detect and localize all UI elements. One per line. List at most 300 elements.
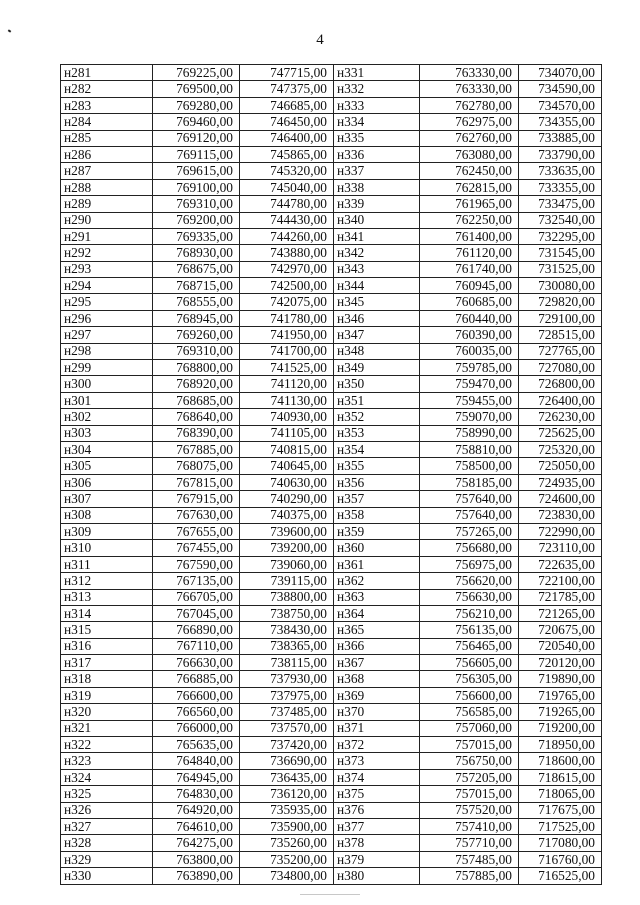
y-coordinate-left: 739600,00 (240, 523, 334, 539)
y-coordinate-left: 738800,00 (240, 589, 334, 605)
point-id-left: н328 (61, 835, 153, 851)
x-coordinate-left: 768640,00 (153, 409, 240, 425)
x-coordinate-left: 767885,00 (153, 441, 240, 457)
table-row (61, 425, 602, 441)
y-coordinate-left: 739060,00 (240, 556, 334, 572)
table-row (61, 278, 602, 294)
y-coordinate-right: 732295,00 (519, 228, 602, 244)
x-coordinate-left: 766630,00 (153, 655, 240, 671)
x-coordinate-left: 769100,00 (153, 179, 240, 195)
point-id-right: н341 (334, 228, 420, 244)
table-row (61, 81, 602, 97)
x-coordinate-right: 757060,00 (420, 720, 519, 736)
point-id-left: н299 (61, 360, 153, 376)
y-coordinate-right: 726230,00 (519, 409, 602, 425)
point-id-left: н315 (61, 622, 153, 638)
y-coordinate-left: 737930,00 (240, 671, 334, 687)
table-row (61, 212, 602, 228)
x-coordinate-right: 756605,00 (420, 655, 519, 671)
point-id-right: н377 (334, 818, 420, 834)
point-id-right: н372 (334, 737, 420, 753)
table-row (61, 360, 602, 376)
table-row (61, 327, 602, 343)
x-coordinate-right: 757410,00 (420, 818, 519, 834)
x-coordinate-right: 757710,00 (420, 835, 519, 851)
y-coordinate-right: 734570,00 (519, 97, 602, 113)
x-coordinate-left: 767630,00 (153, 507, 240, 523)
y-coordinate-right: 718615,00 (519, 769, 602, 785)
table-row (61, 573, 602, 589)
x-coordinate-left: 763890,00 (153, 868, 240, 884)
x-coordinate-right: 757640,00 (420, 507, 519, 523)
y-coordinate-right: 719890,00 (519, 671, 602, 687)
x-coordinate-left: 769260,00 (153, 327, 240, 343)
y-coordinate-left: 745865,00 (240, 146, 334, 162)
y-coordinate-right: 720120,00 (519, 655, 602, 671)
y-coordinate-left: 746450,00 (240, 114, 334, 130)
point-id-right: н375 (334, 786, 420, 802)
point-id-left: н325 (61, 786, 153, 802)
point-id-right: н346 (334, 310, 420, 326)
x-coordinate-left: 766885,00 (153, 671, 240, 687)
table-row (61, 228, 602, 244)
table-row (61, 196, 602, 212)
point-id-left: н294 (61, 278, 153, 294)
point-id-left: н286 (61, 146, 153, 162)
x-coordinate-right: 759785,00 (420, 360, 519, 376)
point-id-left: н317 (61, 655, 153, 671)
x-coordinate-right: 762815,00 (420, 179, 519, 195)
y-coordinate-left: 745040,00 (240, 179, 334, 195)
point-id-left: н314 (61, 605, 153, 621)
y-coordinate-left: 741700,00 (240, 343, 334, 359)
table-row (61, 802, 602, 818)
table-row (61, 245, 602, 261)
point-id-left: н307 (61, 491, 153, 507)
table-row (61, 130, 602, 146)
point-id-right: н355 (334, 458, 420, 474)
y-coordinate-left: 747715,00 (240, 65, 334, 81)
y-coordinate-right: 726400,00 (519, 392, 602, 408)
point-id-right: н333 (334, 97, 420, 113)
point-id-left: н303 (61, 425, 153, 441)
x-coordinate-right: 762760,00 (420, 130, 519, 146)
y-coordinate-right: 725320,00 (519, 441, 602, 457)
table-row (61, 868, 602, 884)
point-id-right: н358 (334, 507, 420, 523)
y-coordinate-right: 734070,00 (519, 65, 602, 81)
point-id-left: н324 (61, 769, 153, 785)
point-id-left: н327 (61, 818, 153, 834)
point-id-right: н331 (334, 65, 420, 81)
y-coordinate-left: 735260,00 (240, 835, 334, 851)
table-row (61, 163, 602, 179)
y-coordinate-right: 733355,00 (519, 179, 602, 195)
point-id-left: н309 (61, 523, 153, 539)
x-coordinate-right: 756620,00 (420, 573, 519, 589)
table-row (61, 474, 602, 490)
table-row (61, 458, 602, 474)
table-row (61, 540, 602, 556)
point-id-right: н361 (334, 556, 420, 572)
point-id-right: н368 (334, 671, 420, 687)
y-coordinate-right: 733885,00 (519, 130, 602, 146)
y-coordinate-right: 733635,00 (519, 163, 602, 179)
point-id-right: н336 (334, 146, 420, 162)
point-id-left: н329 (61, 851, 153, 867)
table-row (61, 376, 602, 392)
y-coordinate-right: 722635,00 (519, 556, 602, 572)
x-coordinate-left: 769115,00 (153, 146, 240, 162)
table-row (61, 605, 602, 621)
point-id-right: н362 (334, 573, 420, 589)
point-id-left: н300 (61, 376, 153, 392)
y-coordinate-left: 744260,00 (240, 228, 334, 244)
y-coordinate-right: 728515,00 (519, 327, 602, 343)
x-coordinate-left: 769335,00 (153, 228, 240, 244)
y-coordinate-left: 737570,00 (240, 720, 334, 736)
point-id-left: н312 (61, 573, 153, 589)
y-coordinate-left: 742075,00 (240, 294, 334, 310)
y-coordinate-right: 733475,00 (519, 196, 602, 212)
x-coordinate-left: 764275,00 (153, 835, 240, 851)
point-id-left: н326 (61, 802, 153, 818)
x-coordinate-right: 758500,00 (420, 458, 519, 474)
y-coordinate-right: 729100,00 (519, 310, 602, 326)
x-coordinate-right: 756135,00 (420, 622, 519, 638)
point-id-right: н367 (334, 655, 420, 671)
point-id-right: н352 (334, 409, 420, 425)
scan-artifact-line (300, 894, 360, 895)
point-id-left: н292 (61, 245, 153, 261)
coordinates-table (60, 64, 602, 885)
x-coordinate-left: 769120,00 (153, 130, 240, 146)
point-id-right: н363 (334, 589, 420, 605)
table-row (61, 655, 602, 671)
y-coordinate-left: 735900,00 (240, 818, 334, 834)
table-row (61, 720, 602, 736)
point-id-right: н338 (334, 179, 420, 195)
y-coordinate-right: 722100,00 (519, 573, 602, 589)
y-coordinate-left: 746685,00 (240, 97, 334, 113)
y-coordinate-left: 736120,00 (240, 786, 334, 802)
y-coordinate-left: 747375,00 (240, 81, 334, 97)
point-id-left: н322 (61, 737, 153, 753)
x-coordinate-right: 758990,00 (420, 425, 519, 441)
point-id-left: н302 (61, 409, 153, 425)
point-id-left: н305 (61, 458, 153, 474)
y-coordinate-right: 718600,00 (519, 753, 602, 769)
y-coordinate-right: 721265,00 (519, 605, 602, 621)
y-coordinate-right: 716760,00 (519, 851, 602, 867)
y-coordinate-left: 737420,00 (240, 737, 334, 753)
point-id-right: н371 (334, 720, 420, 736)
point-id-right: н366 (334, 638, 420, 654)
y-coordinate-left: 740930,00 (240, 409, 334, 425)
table-row (61, 671, 602, 687)
point-id-left: н301 (61, 392, 153, 408)
point-id-left: н288 (61, 179, 153, 195)
table-row (61, 638, 602, 654)
point-id-right: н374 (334, 769, 420, 785)
y-coordinate-right: 719200,00 (519, 720, 602, 736)
point-id-right: н357 (334, 491, 420, 507)
table-row (61, 786, 602, 802)
point-id-right: н345 (334, 294, 420, 310)
y-coordinate-right: 723110,00 (519, 540, 602, 556)
point-id-left: н308 (61, 507, 153, 523)
x-coordinate-left: 764920,00 (153, 802, 240, 818)
point-id-right: н335 (334, 130, 420, 146)
x-coordinate-right: 756600,00 (420, 687, 519, 703)
x-coordinate-right: 763330,00 (420, 81, 519, 97)
x-coordinate-right: 763080,00 (420, 146, 519, 162)
x-coordinate-right: 756630,00 (420, 589, 519, 605)
point-id-left: н319 (61, 687, 153, 703)
y-coordinate-left: 740290,00 (240, 491, 334, 507)
y-coordinate-right: 727080,00 (519, 360, 602, 376)
x-coordinate-left: 769225,00 (153, 65, 240, 81)
x-coordinate-right: 761740,00 (420, 261, 519, 277)
point-id-right: н340 (334, 212, 420, 228)
point-id-right: н348 (334, 343, 420, 359)
point-id-right: н342 (334, 245, 420, 261)
y-coordinate-right: 734355,00 (519, 114, 602, 130)
y-coordinate-left: 741120,00 (240, 376, 334, 392)
y-coordinate-left: 740645,00 (240, 458, 334, 474)
y-coordinate-left: 741105,00 (240, 425, 334, 441)
table-row (61, 261, 602, 277)
x-coordinate-left: 768800,00 (153, 360, 240, 376)
x-coordinate-right: 757885,00 (420, 868, 519, 884)
y-coordinate-right: 717080,00 (519, 835, 602, 851)
point-id-left: н318 (61, 671, 153, 687)
y-coordinate-left: 741130,00 (240, 392, 334, 408)
x-coordinate-left: 764945,00 (153, 769, 240, 785)
y-coordinate-right: 718065,00 (519, 786, 602, 802)
point-id-left: н298 (61, 343, 153, 359)
x-coordinate-right: 760390,00 (420, 327, 519, 343)
x-coordinate-right: 757640,00 (420, 491, 519, 507)
x-coordinate-left: 767110,00 (153, 638, 240, 654)
point-id-right: н332 (334, 81, 420, 97)
y-coordinate-left: 745320,00 (240, 163, 334, 179)
y-coordinate-left: 738430,00 (240, 622, 334, 638)
y-coordinate-right: 721785,00 (519, 589, 602, 605)
y-coordinate-right: 729820,00 (519, 294, 602, 310)
x-coordinate-right: 757485,00 (420, 851, 519, 867)
point-id-right: н344 (334, 278, 420, 294)
point-id-right: н353 (334, 425, 420, 441)
x-coordinate-left: 767045,00 (153, 605, 240, 621)
x-coordinate-right: 758810,00 (420, 441, 519, 457)
x-coordinate-right: 757015,00 (420, 786, 519, 802)
point-id-left: н306 (61, 474, 153, 490)
point-id-left: н290 (61, 212, 153, 228)
point-id-right: н337 (334, 163, 420, 179)
x-coordinate-left: 768075,00 (153, 458, 240, 474)
table-row (61, 114, 602, 130)
table-row (61, 409, 602, 425)
x-coordinate-right: 760440,00 (420, 310, 519, 326)
table-row (61, 769, 602, 785)
point-id-left: н323 (61, 753, 153, 769)
x-coordinate-left: 768920,00 (153, 376, 240, 392)
x-coordinate-left: 767590,00 (153, 556, 240, 572)
x-coordinate-right: 760945,00 (420, 278, 519, 294)
y-coordinate-right: 723830,00 (519, 507, 602, 523)
y-coordinate-right: 717525,00 (519, 818, 602, 834)
x-coordinate-left: 769615,00 (153, 163, 240, 179)
x-coordinate-right: 761965,00 (420, 196, 519, 212)
table-row (61, 851, 602, 867)
point-id-right: н359 (334, 523, 420, 539)
x-coordinate-right: 756750,00 (420, 753, 519, 769)
y-coordinate-right: 724935,00 (519, 474, 602, 490)
point-id-left: н311 (61, 556, 153, 572)
table-row (61, 589, 602, 605)
x-coordinate-left: 764610,00 (153, 818, 240, 834)
point-id-right: н373 (334, 753, 420, 769)
x-coordinate-left: 767135,00 (153, 573, 240, 589)
point-id-left: н321 (61, 720, 153, 736)
y-coordinate-right: 725050,00 (519, 458, 602, 474)
point-id-right: н379 (334, 851, 420, 867)
y-coordinate-right: 724600,00 (519, 491, 602, 507)
x-coordinate-left: 766890,00 (153, 622, 240, 638)
x-coordinate-left: 768685,00 (153, 392, 240, 408)
x-coordinate-left: 768715,00 (153, 278, 240, 294)
x-coordinate-left: 767455,00 (153, 540, 240, 556)
x-coordinate-right: 759470,00 (420, 376, 519, 392)
x-coordinate-right: 757265,00 (420, 523, 519, 539)
table-row (61, 835, 602, 851)
x-coordinate-right: 762780,00 (420, 97, 519, 113)
point-id-left: н330 (61, 868, 153, 884)
x-coordinate-left: 767915,00 (153, 491, 240, 507)
table-row (61, 97, 602, 113)
x-coordinate-left: 766000,00 (153, 720, 240, 736)
x-coordinate-left: 769310,00 (153, 343, 240, 359)
x-coordinate-left: 769500,00 (153, 81, 240, 97)
x-coordinate-right: 760685,00 (420, 294, 519, 310)
y-coordinate-right: 718950,00 (519, 737, 602, 753)
x-coordinate-right: 761120,00 (420, 245, 519, 261)
x-coordinate-left: 769460,00 (153, 114, 240, 130)
y-coordinate-right: 720675,00 (519, 622, 602, 638)
point-id-right: н347 (334, 327, 420, 343)
point-id-left: н285 (61, 130, 153, 146)
x-coordinate-right: 758185,00 (420, 474, 519, 490)
y-coordinate-left: 743880,00 (240, 245, 334, 261)
point-id-left: н296 (61, 310, 153, 326)
point-id-left: н295 (61, 294, 153, 310)
y-coordinate-left: 744430,00 (240, 212, 334, 228)
table-row (61, 294, 602, 310)
y-coordinate-left: 740815,00 (240, 441, 334, 457)
y-coordinate-left: 735935,00 (240, 802, 334, 818)
y-coordinate-right: 717675,00 (519, 802, 602, 818)
y-coordinate-right: 716525,00 (519, 868, 602, 884)
table-row (61, 343, 602, 359)
x-coordinate-right: 762450,00 (420, 163, 519, 179)
x-coordinate-right: 757015,00 (420, 737, 519, 753)
table-row (61, 818, 602, 834)
x-coordinate-left: 764840,00 (153, 753, 240, 769)
point-id-left: н289 (61, 196, 153, 212)
x-coordinate-right: 760035,00 (420, 343, 519, 359)
y-coordinate-right: 726800,00 (519, 376, 602, 392)
table-row (61, 146, 602, 162)
point-id-right: н350 (334, 376, 420, 392)
x-coordinate-right: 762975,00 (420, 114, 519, 130)
y-coordinate-left: 739115,00 (240, 573, 334, 589)
y-coordinate-right: 731525,00 (519, 261, 602, 277)
y-coordinate-left: 741950,00 (240, 327, 334, 343)
y-coordinate-right: 733790,00 (519, 146, 602, 162)
x-coordinate-right: 759070,00 (420, 409, 519, 425)
table-row (61, 704, 602, 720)
x-coordinate-right: 756680,00 (420, 540, 519, 556)
table-row (61, 441, 602, 457)
point-id-left: н320 (61, 704, 153, 720)
point-id-left: н283 (61, 97, 153, 113)
point-id-left: н304 (61, 441, 153, 457)
point-id-right: н349 (334, 360, 420, 376)
point-id-left: н297 (61, 327, 153, 343)
x-coordinate-right: 757205,00 (420, 769, 519, 785)
table-row (61, 179, 602, 195)
y-coordinate-left: 736690,00 (240, 753, 334, 769)
point-id-left: н310 (61, 540, 153, 556)
point-id-right: н360 (334, 540, 420, 556)
x-coordinate-left: 764830,00 (153, 786, 240, 802)
x-coordinate-right: 756585,00 (420, 704, 519, 720)
page-number: 4 (316, 32, 324, 48)
point-id-right: н339 (334, 196, 420, 212)
x-coordinate-left: 769200,00 (153, 212, 240, 228)
x-coordinate-left: 768945,00 (153, 310, 240, 326)
y-coordinate-left: 738365,00 (240, 638, 334, 654)
point-id-right: н354 (334, 441, 420, 457)
x-coordinate-right: 756210,00 (420, 605, 519, 621)
y-coordinate-right: 719265,00 (519, 704, 602, 720)
point-id-right: н378 (334, 835, 420, 851)
table-row (61, 310, 602, 326)
y-coordinate-left: 737485,00 (240, 704, 334, 720)
y-coordinate-left: 740630,00 (240, 474, 334, 490)
point-id-left: н313 (61, 589, 153, 605)
y-coordinate-right: 732540,00 (519, 212, 602, 228)
x-coordinate-right: 756465,00 (420, 638, 519, 654)
y-coordinate-left: 742970,00 (240, 261, 334, 277)
y-coordinate-right: 731545,00 (519, 245, 602, 261)
y-coordinate-left: 738750,00 (240, 605, 334, 621)
y-coordinate-left: 734800,00 (240, 868, 334, 884)
point-id-right: н370 (334, 704, 420, 720)
y-coordinate-left: 746400,00 (240, 130, 334, 146)
y-coordinate-right: 722990,00 (519, 523, 602, 539)
y-coordinate-left: 740375,00 (240, 507, 334, 523)
x-coordinate-left: 767815,00 (153, 474, 240, 490)
x-coordinate-left: 769280,00 (153, 97, 240, 113)
y-coordinate-left: 741780,00 (240, 310, 334, 326)
x-coordinate-left: 765635,00 (153, 737, 240, 753)
point-id-right: н376 (334, 802, 420, 818)
point-id-right: н351 (334, 392, 420, 408)
y-coordinate-left: 735200,00 (240, 851, 334, 867)
table-row (61, 737, 602, 753)
